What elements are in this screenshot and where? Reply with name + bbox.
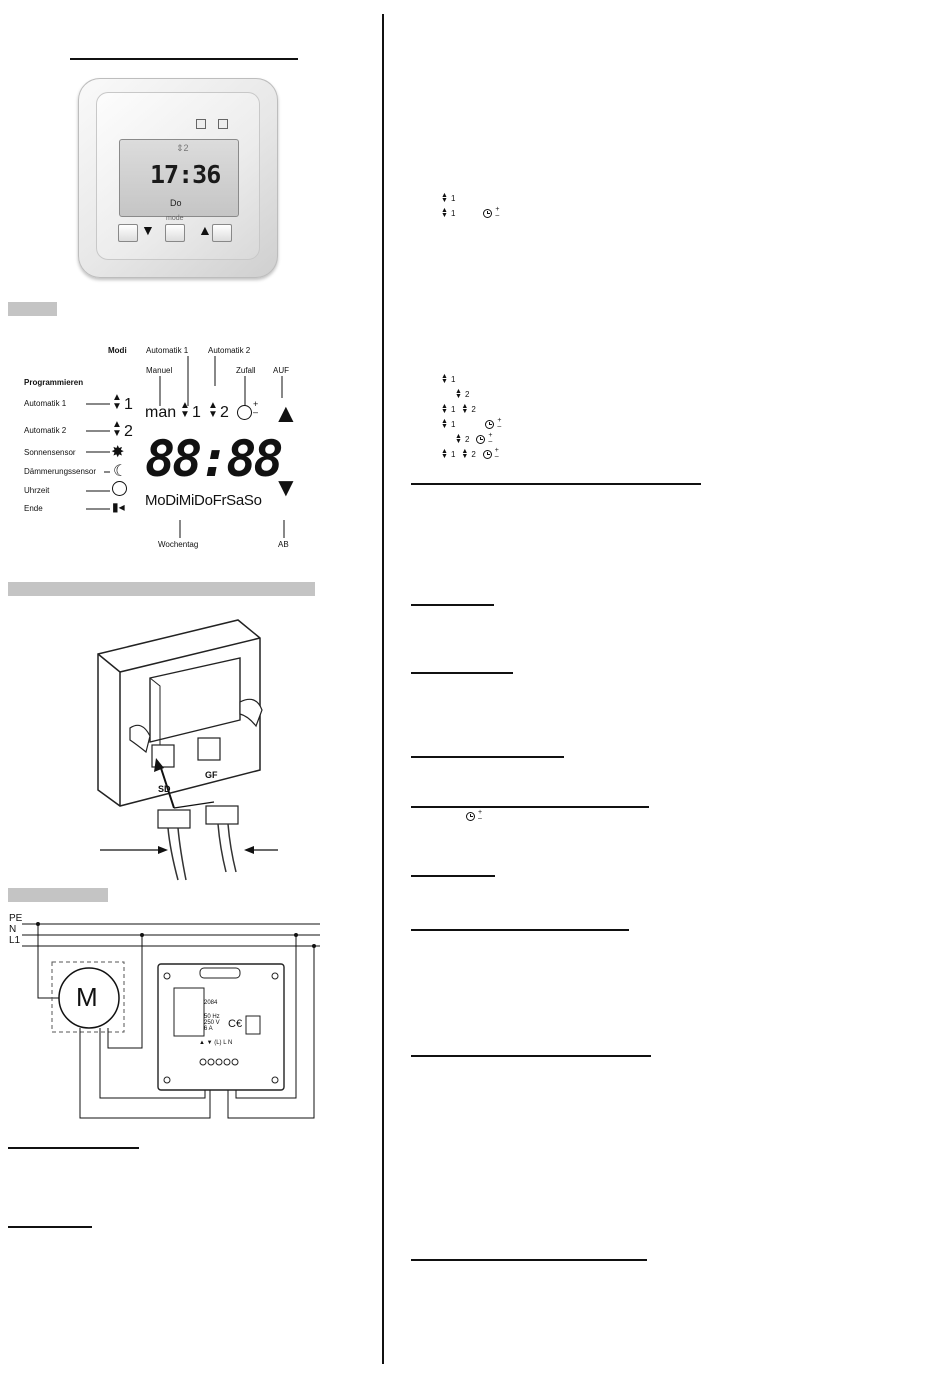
device-indicator-2 <box>218 119 228 129</box>
wiring-label-n: N <box>9 924 17 935</box>
right-rule-6 <box>411 875 495 877</box>
plus-minus-icon: + – <box>494 447 499 460</box>
symbol-row: ▲ ▼ 1 + – <box>441 206 500 219</box>
updown-icon: ▲ ▼ <box>441 373 448 385</box>
plus-minus-icon: + – <box>478 809 483 822</box>
right-rule-9 <box>411 1259 647 1261</box>
clock-icon <box>476 435 485 444</box>
updown-icon: ▲ ▼ <box>461 448 469 460</box>
right-rule-5 <box>411 806 649 808</box>
symbol-row: ▲ ▼ 1 + – <box>441 417 502 430</box>
label-automatik-2-top: Automatik 2 <box>208 346 251 355</box>
symbol-row: ▲ ▼ 1 <box>441 373 456 385</box>
device-mode-label: mode <box>166 215 184 222</box>
moon-icon: ☾ <box>113 463 128 480</box>
clock-plus-minus-icon <box>237 405 252 420</box>
device-lcd-group: ⇕2 <box>176 143 189 153</box>
title-rule <box>70 58 298 60</box>
right-rule-1 <box>411 483 701 485</box>
device-button-mode[interactable] <box>165 224 185 242</box>
device-lcd-time: 17:36 <box>150 160 221 189</box>
symbol-row <box>466 809 482 823</box>
wiring-label-pe: PE <box>9 913 23 924</box>
clock-icon <box>466 812 475 821</box>
label-auf: AUF <box>273 366 289 375</box>
updown-icon: ▲ ▼ <box>441 418 448 430</box>
plate-spec-2: 250 V <box>204 1020 220 1026</box>
updown-ch1-icon: ▲ ▼ <box>180 400 190 420</box>
lcd-digits: 88:88 <box>145 430 281 488</box>
label-ende: Ende <box>24 504 43 513</box>
connector-label-gf: GF <box>205 770 218 780</box>
plus-minus-icon: + – <box>488 432 493 445</box>
label-uhrzeit: Uhrzeit <box>24 486 50 495</box>
right-rule-2 <box>411 604 494 606</box>
label-programmieren: Programmieren <box>24 378 84 387</box>
connector-arrows <box>100 842 280 858</box>
symbol-row: ▲ ▼ 1 <box>441 192 456 204</box>
plus-minus-icon: + – <box>495 206 500 219</box>
plus-minus-icon: + – <box>253 399 259 417</box>
clock-icon <box>485 420 494 429</box>
symbol-row: ▲ ▼ 2 <box>455 388 470 400</box>
ce-mark: C€ <box>228 1018 243 1030</box>
wiring-diagram <box>0 910 330 1120</box>
label-daemmerungssensor: Dämmerungssensor <box>24 467 97 476</box>
updown-2-icon: ▲ ▼ <box>112 419 122 439</box>
label-automatik-1-top: Automatik 1 <box>146 346 189 355</box>
sun-icon: ✸ <box>111 444 125 461</box>
lcd-man: man <box>145 404 177 421</box>
updown-1-icon: ▲ ▼ <box>112 392 122 412</box>
device-button-up[interactable] <box>212 224 232 242</box>
updown-ch2-icon: ▲ ▼ <box>208 400 218 420</box>
right-rule-4 <box>411 756 564 758</box>
section-bar-1 <box>8 302 57 316</box>
plate-spec-3: 6 A <box>204 1026 213 1032</box>
label-modi: Modi <box>108 346 127 355</box>
device-indicator-1 <box>196 119 206 129</box>
arrow-down-icon: ▼ <box>141 222 155 238</box>
lcd-ch2: 2 <box>220 404 229 421</box>
symbol-row: ▲ ▼ 1 ▲ ▼ 2 + – <box>441 447 499 460</box>
label-automatik-2: Automatik 2 <box>24 426 67 435</box>
motor-label: M <box>76 982 98 1012</box>
section-bar-3 <box>8 888 108 902</box>
lcd-left-num-1: 1 <box>124 396 133 413</box>
updown-icon: ▲ ▼ <box>461 403 469 415</box>
updown-icon: ▲ ▼ <box>441 403 448 415</box>
label-zufall: Zufall <box>236 366 256 375</box>
clock-icon <box>483 209 492 218</box>
updown-icon: ▲ ▼ <box>441 192 448 204</box>
label-wochentag: Wochentag <box>158 540 199 549</box>
label-automatik-1: Automatik 1 <box>24 399 67 408</box>
plate-spec-1: 50 Hz <box>204 1014 220 1020</box>
clock-icon <box>112 481 127 496</box>
plate-model: 2084 <box>204 1000 218 1006</box>
updown-icon: ▲ ▼ <box>441 207 448 219</box>
updown-icon: ⇕ <box>176 143 184 153</box>
right-rule-8 <box>411 1055 651 1057</box>
updown-icon: ▲ ▼ <box>455 433 462 445</box>
label-sonnensensor: Sonnensensor <box>24 448 76 457</box>
left-rule-2 <box>8 1226 92 1228</box>
lcd-ch1: 1 <box>192 404 201 421</box>
exit-door-icon: ▮◂ <box>112 500 125 514</box>
connector-label-sd: SD <box>158 784 171 794</box>
arrow-up-icon: ▲ <box>198 222 212 238</box>
plate-terminals: ▲ ▼ (L) L N <box>199 1040 233 1046</box>
symbol-row: ▲ ▼ 1 ▲ ▼ 2 <box>441 403 476 415</box>
clock-icon <box>483 450 492 459</box>
right-rule-3 <box>411 672 513 674</box>
column-divider <box>382 14 384 1364</box>
wiring-label-l1: L1 <box>9 935 21 946</box>
plus-minus-icon: + – <box>497 417 502 430</box>
lcd-left-num-2: 2 <box>124 423 133 440</box>
lcd-days: MoDiMiDoFrSaSo <box>145 492 262 509</box>
updown-icon: ▲ ▼ <box>455 388 462 400</box>
arrow-up-icon: ▲ <box>273 398 299 428</box>
updown-icon: ▲ ▼ <box>441 448 448 460</box>
right-rule-7 <box>411 929 629 931</box>
left-rule-1 <box>8 1147 139 1149</box>
section-bar-2 <box>8 582 315 596</box>
device-lcd-day: Do <box>170 198 182 208</box>
symbol-row: ▲ ▼ 2 + – <box>455 432 493 445</box>
device-button-down[interactable] <box>118 224 138 242</box>
arrow-down-icon: ▼ <box>273 472 299 502</box>
label-ab: AB <box>278 540 289 549</box>
label-manuel: Manuel <box>146 366 173 375</box>
